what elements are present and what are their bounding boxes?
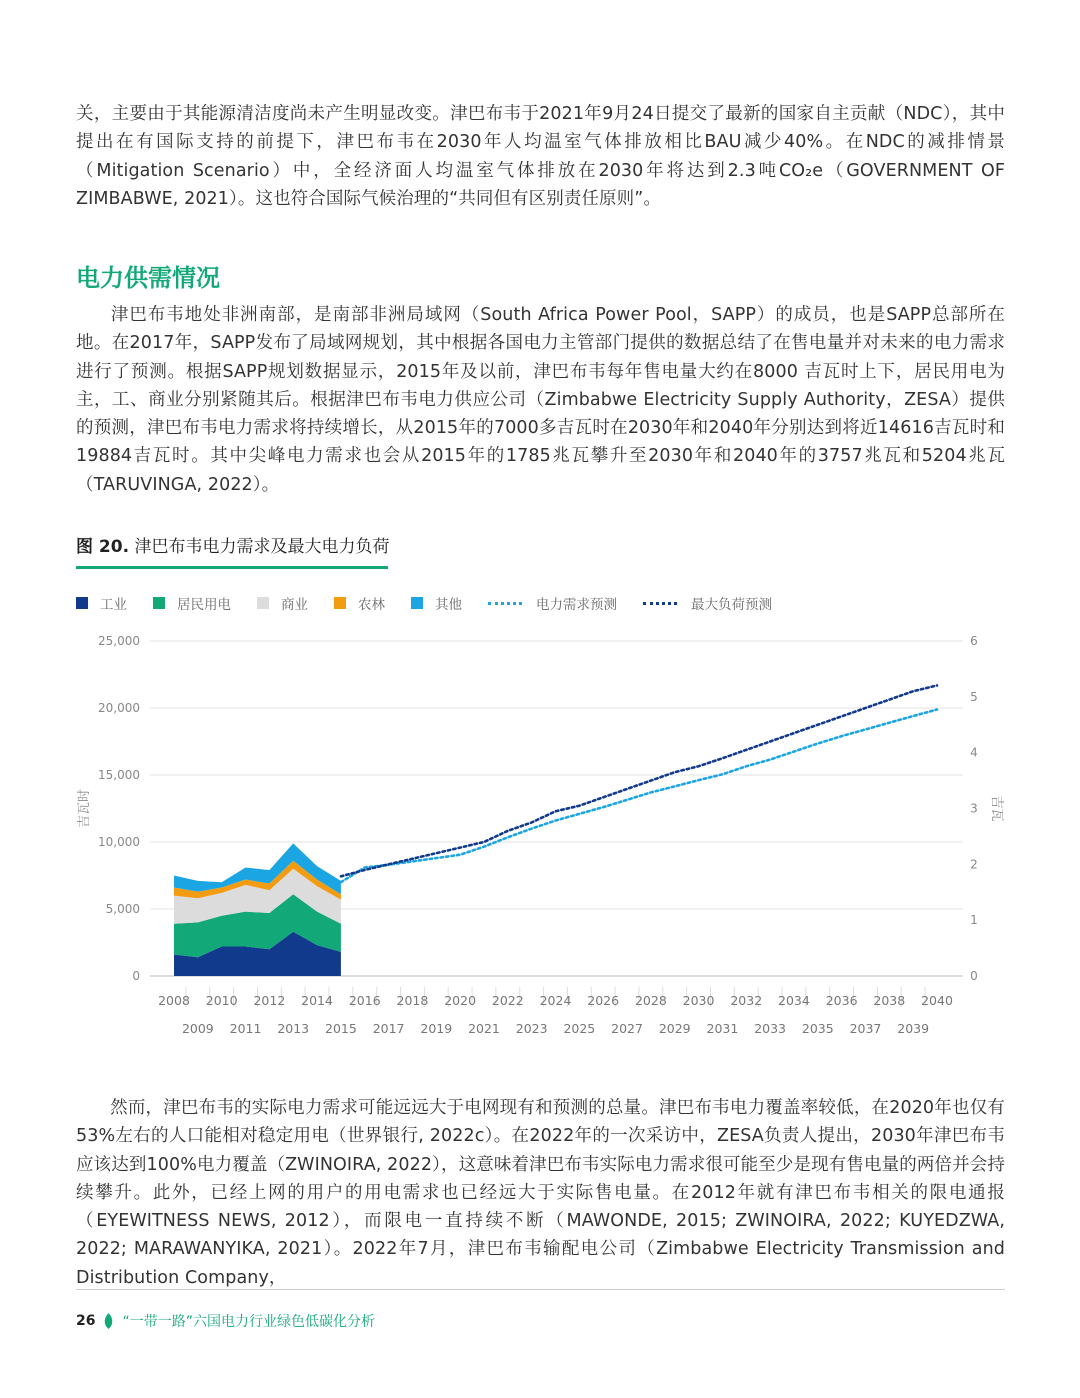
x-tick-label: 2026 [587,993,620,1008]
x-tick-label: 2039 [897,1021,930,1036]
footer-rule [76,1289,1005,1290]
legend-item [153,593,231,613]
x-tick-label: 2015 [325,1021,357,1036]
x-tick-label: 2018 [396,993,429,1008]
legend-label: 居民用电 [177,597,231,613]
x-tick-label: 2030 [682,993,715,1008]
x-tick-label: 2014 [301,993,333,1008]
x-tick-label: 2029 [658,1021,691,1036]
y-left-tick-label: 25,000 [98,634,140,648]
y-left-tick-label: 10,000 [98,835,140,849]
page-footer [76,1311,375,1331]
x-tick-label: 2020 [444,993,477,1008]
x-tick-label: 2028 [634,993,667,1008]
paragraph-3-text: 然而，津巴布韦的实际电力需求可能远远大于电网现有和预测的总量。津巴布韦电力覆盖率较低，在2020年也仅有53%左右的人口能相对稳定用电（世界银行, 2022c）。在2022年的一次采访中，ZESA负责人提出，2030年津巴布韦应该达到100%电力覆盖（ZWINOIRA, 2022），这意味着津巴布韦实际电力需求很可能至少是现有售电量的两倍并会持续攀升。此外，已经上网的用户的用电需求也已经远大于实际售电量。在2012年就有津巴布韦相关的限电通报（EYEWITNESS NEWS, 2012），而限电一直持续不断（MAWONDE, 2015; ZWINOIRA, 2022; KUYEDZWA, 2022; MARAWANYIKA, 2021）。2022年7月，津巴布韦输配电公司（Zimbabwe Electricity Transmission and Distribution Company， [76,1098,1005,1288]
x-tick-label: 2010 [205,993,238,1008]
legend-label: 农林 [358,597,385,613]
x-tick-label: 2037 [849,1021,882,1036]
legend-label: 工业 [100,597,127,613]
x-tick-label: 2011 [229,1021,262,1036]
legend-label: 商业 [281,597,308,613]
legend-swatch [257,597,269,609]
x-tick-label: 2031 [706,1021,739,1036]
leaf-icon [103,1313,114,1329]
legend-item [334,593,385,613]
x-tick-label: 2038 [873,993,906,1008]
x-tick-label: 2033 [754,1021,786,1036]
report-title: “一带一路”六国电力行业绿色低碳化分析 [122,1314,375,1330]
x-tick-label: 2034 [778,993,810,1008]
legend-swatch [488,602,522,605]
paragraph-3 [76,1094,1005,1292]
y-left-tick-label: 0 [132,969,140,983]
x-tick-label: 2019 [420,1021,453,1036]
figure-caption: 津巴布韦电力需求及最大电力负荷 [134,537,390,557]
x-tick-label: 2024 [539,993,572,1008]
y-left-tick-label: 20,000 [98,701,140,715]
demand-chart [0,625,1080,1045]
y-left-axis-label: 吉瓦时 [77,788,92,829]
legend-item [488,593,617,613]
y-right-tick-label: 4 [970,745,978,760]
x-tick-label: 2021 [468,1021,500,1036]
x-tick-label: 2035 [801,1021,834,1036]
legend-swatch [334,597,346,609]
paragraph-1: 关，主要由于其能源清洁度尚未产生明显改变。津巴布韦于2021年9月24日提交了最新的国家自主贡献（NDC），其中提出在有国际支持的前提下，津巴布韦在2030年人均温室气体排放相比BAU减少40%。在NDC的减排情景（Mitigation Scenario）中，全经济面人均温室气体排放在2030年将达到2.3吨CO₂e（GOVERNMENT OF ZIMBABWE, 2021）。这也符合国际气候治理的“共同但有区别责任原则”。 [76,104,1005,209]
x-tick-label: 2040 [921,993,953,1008]
legend-swatch [643,602,677,605]
x-tick-label: 2013 [277,1021,310,1036]
legend-item [411,593,462,613]
legend-item [643,593,772,613]
x-tick-label: 2025 [563,1021,596,1036]
figure-title-rule [76,566,388,569]
x-tick-label: 2027 [611,1021,643,1036]
section-title: 电力供需情况 [76,264,220,292]
page-number: 26 [76,1313,96,1329]
chart-legend [76,593,798,613]
legend-label: 电力需求预测 [536,597,617,613]
forecast-line [341,685,937,876]
legend-label: 最大负荷预测 [691,597,772,613]
x-tick-label: 2009 [181,1021,214,1036]
figure-title [76,532,389,557]
legend-swatch [411,597,423,609]
y-right-tick-label: 3 [970,801,978,816]
y-right-tick-label: 2 [970,857,978,872]
y-left-tick-label: 5,000 [105,902,140,916]
legend-item [257,593,308,613]
y-right-tick-label: 6 [970,634,978,648]
legend-item [76,593,127,613]
forecast-line [341,710,937,883]
legend-swatch [153,597,165,609]
y-left-tick-label: 15,000 [98,768,140,782]
legend-label: 其他 [435,597,462,613]
figure-label: 图 20. [76,537,130,557]
y-right-axis-label: 吉瓦 [989,795,1004,822]
x-tick-label: 2036 [825,993,858,1008]
y-right-tick-label: 5 [970,689,978,704]
legend-swatch [76,597,88,609]
paragraph-2 [76,301,1005,499]
y-right-tick-label: 0 [970,969,978,983]
x-tick-label: 2016 [348,993,381,1008]
x-tick-label: 2008 [158,993,190,1008]
x-tick-label: 2022 [491,993,524,1008]
x-tick-label: 2012 [253,993,286,1008]
x-tick-label: 2023 [515,1021,548,1036]
y-right-tick-label: 1 [970,913,978,928]
paragraph-2-text: 津巴布韦地处非洲南部，是南部非洲局域网（South Africa Power Pool，SAPP）的成员，也是SAPP总部所在地。在2017年，SAPP发布了局域网规划，其中根据各国电力主管部门提供的数据总结了在售电量并对未来的电力需求进行了预测。根据SAPP规划数据显示，2015年及以前，津巴布韦每年售电量大约在8000 吉瓦时上下，居民用电为主，工、商业分别紧随其后。根据津巴布韦电力供应公司（Zimbabwe Electricity Supply Authority，ZESA）提供的预测，津巴布韦电力需求将持续增长，从2015年的7000多吉瓦时在2030年和2040年分别达到将近14616吉瓦时和19884吉瓦时。其中尖峰电力需求也会从2015年的1785兆瓦攀升至2030年和2040年的3757兆瓦和5204兆瓦（TARUVINGA, 2022）。 [76,305,1005,495]
x-tick-label: 2017 [372,1021,405,1036]
x-tick-label: 2032 [730,993,763,1008]
